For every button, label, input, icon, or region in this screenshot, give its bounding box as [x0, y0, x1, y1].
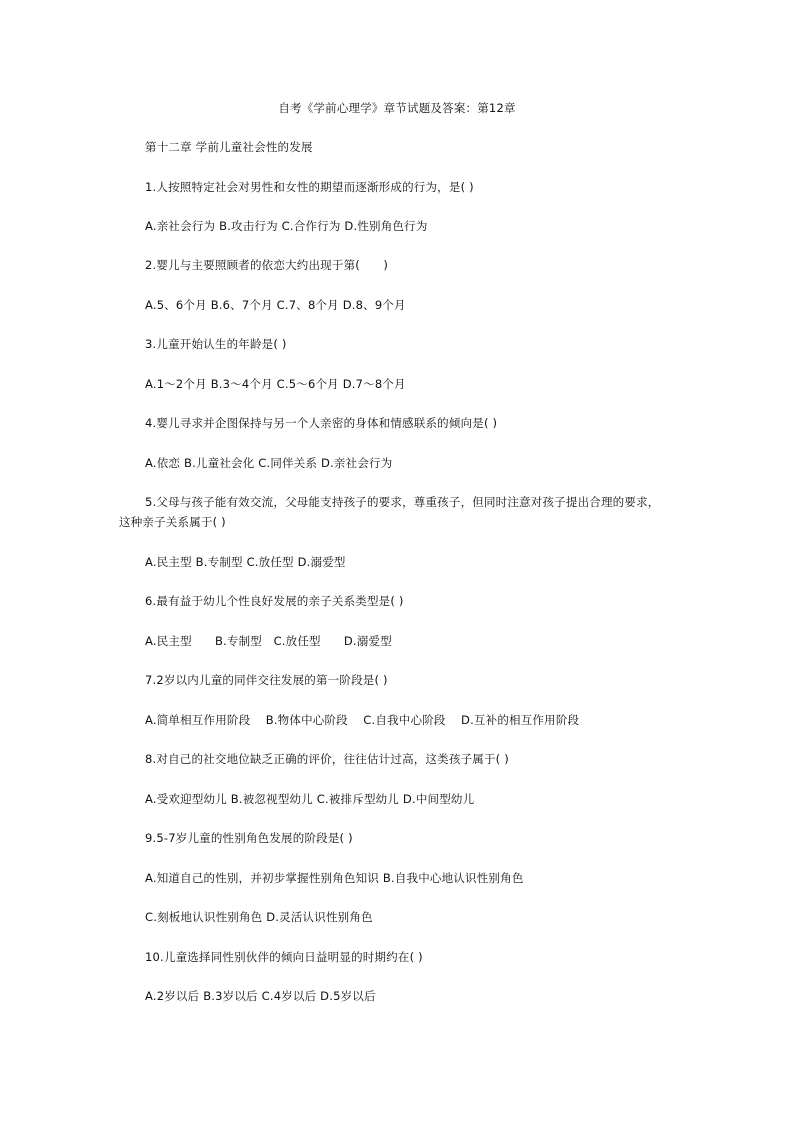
question-10: 10.儿童选择同性别伙伴的倾向日益明显的时期约在( ): [145, 950, 423, 964]
question-10-options: A.2岁以后 B.3岁以后 C.4岁以后 D.5岁以后: [145, 989, 376, 1003]
question-9-options-line-2: C.刻板地认识性别角色 D.灵活认识性别角色: [145, 910, 373, 924]
question-5-line-2: 这种亲子关系属于( ): [119, 515, 226, 529]
question-6-options: A.民主型 B.专制型 C.放任型 D.溺爱型: [145, 634, 392, 648]
question-7: 7.2岁以内儿童的同伴交往发展的第一阶段是( ): [145, 673, 388, 687]
question-4: 4.婴儿寻求并企图保持与另一个人亲密的身体和情感联系的倾向是( ): [145, 416, 498, 430]
question-9-options-line-1: A.知道自己的性别，并初步掌握性别角色知识 B.自我中心地认识性别角色: [145, 871, 524, 885]
question-8: 8.对自己的社交地位缺乏正确的评价，往往估计过高，这类孩子属于( ): [145, 752, 509, 766]
question-3-options: A.1～2个月 B.3～4个月 C.5～6个月 D.7～8个月: [145, 377, 406, 391]
question-2: 2.婴儿与主要照顾者的依恋大约出现于第( ): [145, 258, 389, 272]
question-6: 6.最有益于幼儿个性良好发展的亲子关系类型是( ): [145, 594, 404, 608]
document-title: 自考《学前心理学》章节试题及答案：第12章: [278, 101, 516, 115]
question-2-options: A.5、6个月 B.6、7个月 C.7、8个月 D.8、9个月: [145, 298, 406, 312]
question-3: 3.儿童开始认生的年龄是( ): [145, 337, 287, 351]
question-5-line-1: 5.父母与孩子能有效交流，父母能支持孩子的要求，尊重孩子，但同时注意对孩子提出合理的要求，: [145, 495, 660, 509]
question-5-options: A.民主型 B.专制型 C.放任型 D.溺爱型: [145, 555, 346, 569]
question-4-options: A.依恋 B.儿童社会化 C.同伴关系 D.亲社会行为: [145, 456, 393, 470]
question-1: 1.人按照特定社会对男性和女性的期望而逐渐形成的行为，是( ): [145, 180, 474, 194]
question-7-options: A.简单相互作用阶段 B.物体中心阶段 C.自我中心阶段 D.互补的相互作用阶段: [145, 713, 580, 727]
question-9: 9.5-7岁儿童的性别角色发展的阶段是( ): [145, 831, 353, 845]
chapter-heading: 第十二章 学前儿童社会性的发展: [145, 140, 313, 154]
question-8-options: A.受欢迎型幼儿 B.被忽视型幼儿 C.被排斥型幼儿 D.中间型幼儿: [145, 792, 475, 806]
question-1-options: A.亲社会行为 B.攻击行为 C.合作行为 D.性别角色行为: [145, 219, 428, 233]
